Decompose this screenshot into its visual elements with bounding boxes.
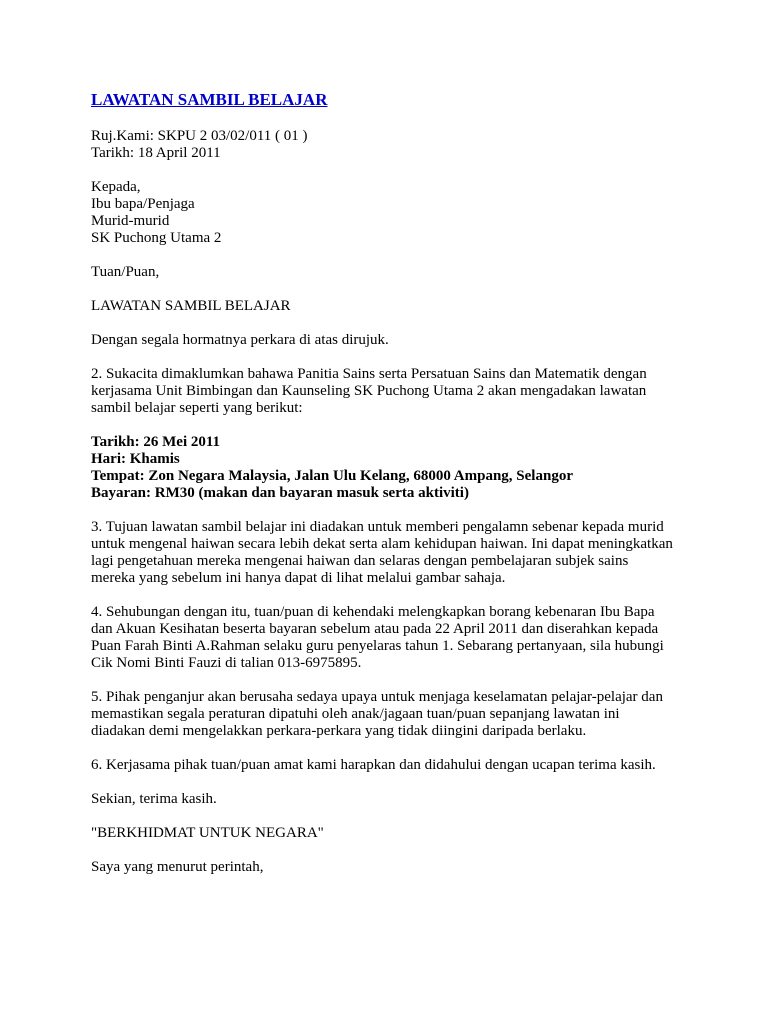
paragraph-5 <box>91 689 691 740</box>
trip-fee: Bayaran: RM30 (makan dan bayaran masuk serta aktiviti) <box>91 485 469 501</box>
signoff: Saya yang menurut perintah, <box>91 859 264 875</box>
trip-date: Tarikh: 26 Mei 2011 <box>91 434 221 450</box>
paragraph-6: 6. Kerjasama pihak tuan/puan amat kami harapkan dan didahului dengan ucapan terima kasih. <box>91 757 656 773</box>
paragraph-3 <box>91 519 691 587</box>
paragraph-line: diadakan demi mengelakkan perkara-perkara yang tidak diingini daripada berlaku. <box>91 723 587 739</box>
reference-number: Ruj.Kami: SKPU 2 03/02/011 ( 01 ) <box>91 128 308 144</box>
paragraph-line: 4. Sehubungan dengan itu, tuan/puan di kehendaki melengkapkan borang kebenaran Ibu Bapa <box>91 604 655 620</box>
letter-title-link[interactable]: LAWATAN SAMBIL BELAJAR <box>91 90 328 109</box>
intro-paragraph: Dengan segala hormatnya perkara di atas dirujuk. <box>91 332 389 348</box>
recipient-line: SK Puchong Utama 2 <box>91 230 222 246</box>
motto: "BERKHIDMAT UNTUK NEGARA" <box>91 825 324 841</box>
letter-date: Tarikh: 18 April 2011 <box>91 145 221 161</box>
recipient-line: Murid-murid <box>91 213 170 229</box>
paragraph-4 <box>91 604 691 672</box>
reference-block <box>91 128 691 162</box>
paragraph-line: lagi pengetahuan mereka mengenai haiwan dan selaras dengan pembelajaran subjek sains <box>91 553 629 569</box>
paragraph-line: mereka yang sebelum ini hanya dapat di lihat melalui gambar sahaja. <box>91 570 506 586</box>
paragraph-line: 3. Tujuan lawatan sambil belajar ini diadakan untuk memberi pengalamn sebenar kepada murid <box>91 519 664 535</box>
trip-day: Hari: Khamis <box>91 451 180 467</box>
paragraph-line: memastikan segala peraturan dipatuhi oleh anak/jagaan tuan/puan sepanjang lawatan ini <box>91 706 620 722</box>
paragraph-line: untuk mengenal haiwan secara lebih dekat serta alam kehidupan haiwan. Ini dapat meningkatkan <box>91 536 673 552</box>
paragraph-line: dan Akuan Kesihatan beserta bayaran sebelum atau pada 22 April 2011 dan diserahkan kepada <box>91 621 659 637</box>
paragraph-line: Cik Nomi Binti Fauzi di talian 013-6975895. <box>91 655 362 671</box>
paragraph-line: 2. Sukacita dimaklumkan bahawa Panitia Sains serta Persatuan Sains dan Matematik dengan <box>91 366 647 382</box>
salutation: Tuan/Puan, <box>91 264 160 280</box>
recipient-block <box>91 179 691 247</box>
paragraph-2 <box>91 366 691 417</box>
recipient-line: Kepada, <box>91 179 141 195</box>
paragraph-line: Puan Farah Binti A.Rahman selaku guru penyelaras tahun 1. Sebarang pertanyaan, sila hubungi <box>91 638 664 654</box>
letter-document <box>91 90 691 893</box>
subject-line: LAWATAN SAMBIL BELAJAR <box>91 298 291 314</box>
paragraph-line: sambil belajar seperti yang berikut: <box>91 400 303 416</box>
trip-place: Tempat: Zon Negara Malaysia, Jalan Ulu Kelang, 68000 Ampang, Selangor <box>91 468 573 484</box>
closing-line: Sekian, terima kasih. <box>91 791 217 807</box>
trip-details <box>91 434 691 502</box>
recipient-line: Ibu bapa/Penjaga <box>91 196 195 212</box>
paragraph-line: 5. Pihak penganjur akan berusaha sedaya upaya untuk menjaga keselamatan pelajar-pelajar dan <box>91 689 663 705</box>
paragraph-line: kerjasama Unit Bimbingan dan Kaunseling SK Puchong Utama 2 akan mengadakan lawatan <box>91 383 647 399</box>
